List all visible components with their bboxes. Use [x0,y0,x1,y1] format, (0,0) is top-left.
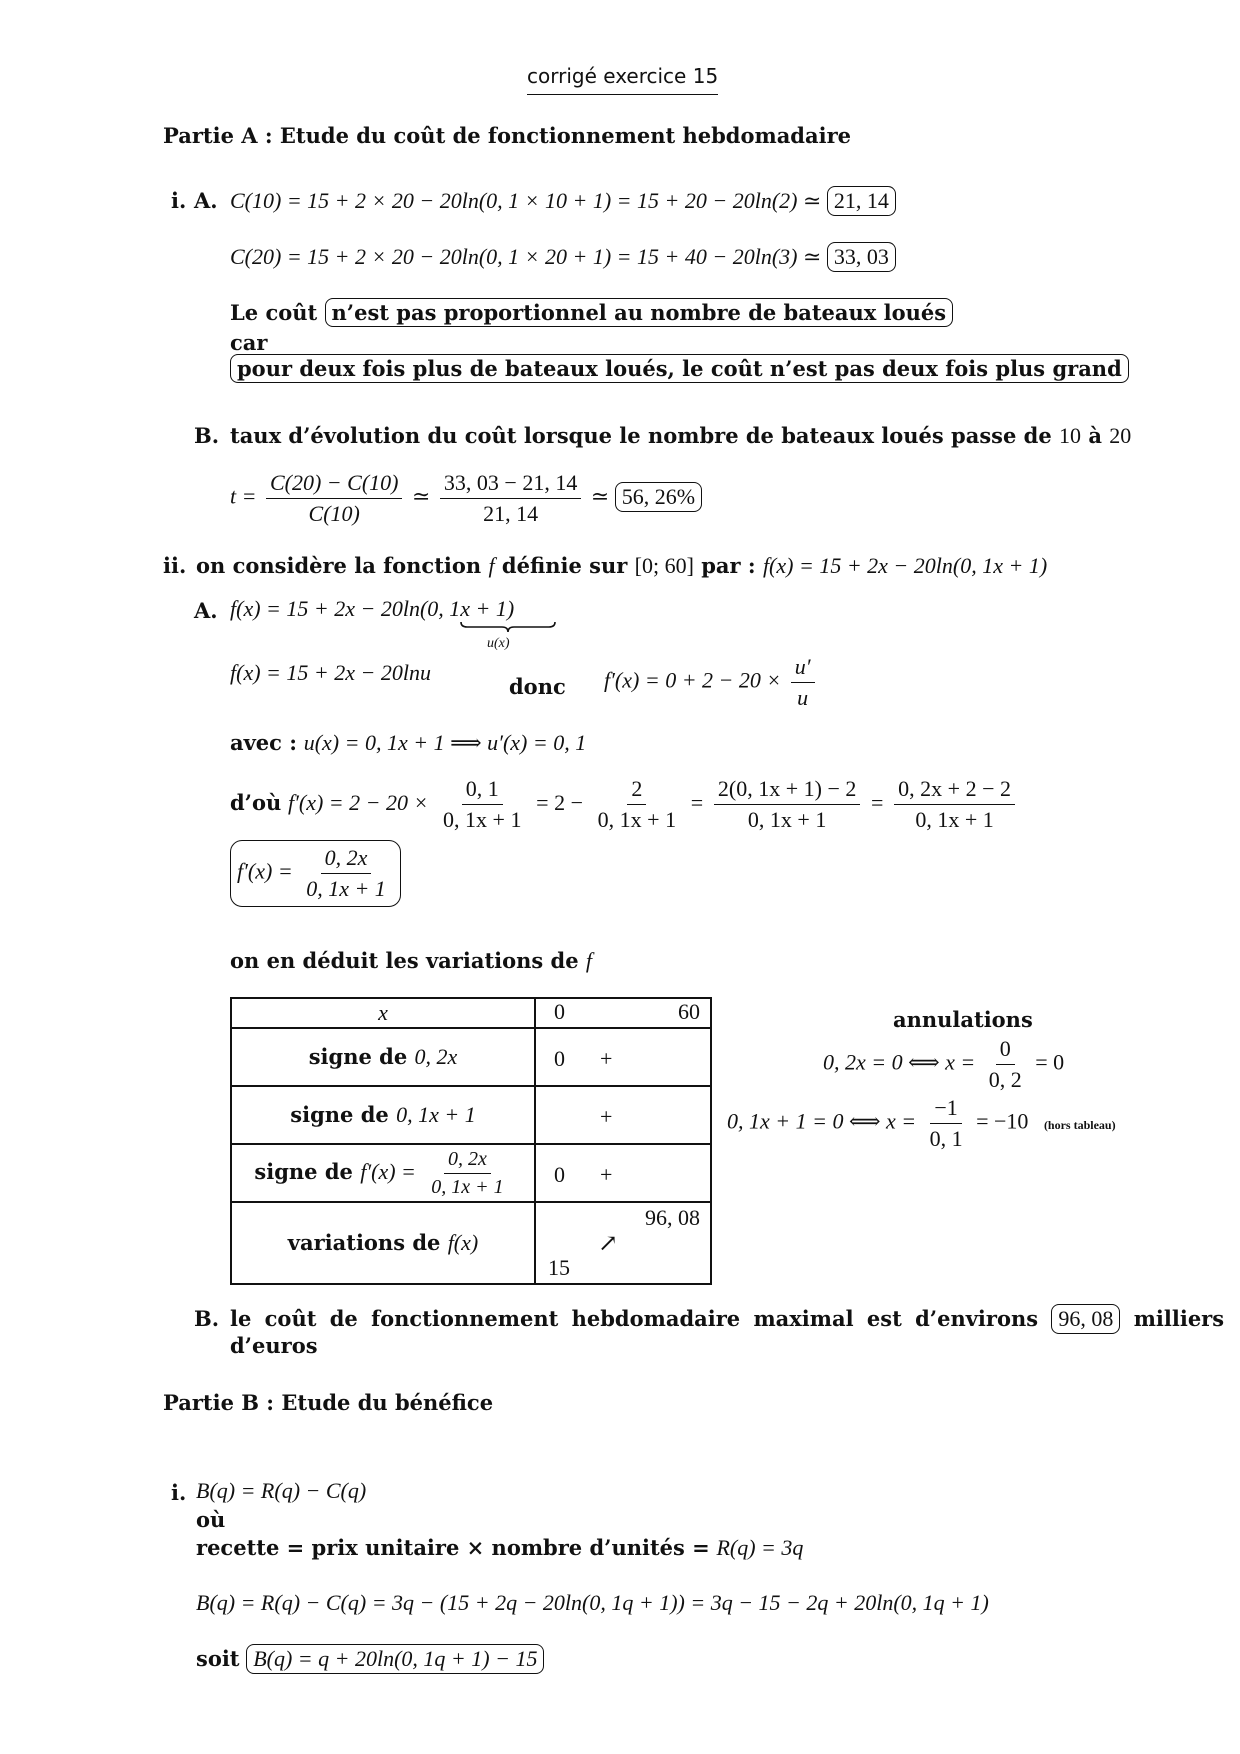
table-row1-label: signe de [308,1044,408,1069]
item-b-label: B. [194,423,220,448]
annulation-eq-2 [727,1095,1116,1152]
recette-line [196,1535,803,1561]
t-approx-2: ≃ [590,483,610,509]
underbrace-label: u(x) [487,636,510,651]
taux-text: taux d’évolution du coût lorsque le nombre de bateaux loués passe de [230,423,1052,448]
partb-i-label: i. [171,1480,187,1505]
dou-f1-den: 0, 1x + 1 [443,807,522,832]
avec-label: avec : [230,730,298,755]
ou-text: où [196,1507,226,1532]
car-text: car [230,330,268,355]
annul-eq2-den: 0, 1 [929,1126,963,1151]
cout-conclusion-box: n’est pas proportionnel au nombre de bateaux loués [325,298,954,327]
dou-fraction-4 [894,776,1015,833]
fprime-result-den: 0, 1x + 1 [306,876,386,901]
taux-from: 10 [1059,423,1081,448]
table-row3-zero: 0 [554,1162,565,1187]
ii-text-2: définie sur [501,553,628,578]
t-lhs: t = [230,483,257,509]
annul-eq1-lhs: 0, 2x = 0 ⟺ x = [823,1049,976,1075]
table-row1-values [535,1028,711,1086]
table-row4-values [535,1202,711,1284]
c20-expression: C(20) = 15 + 2 × 20 − 20ln(0, 1 × 20 + 1) = 15 + 40 − 20ln(3) ≃ [230,244,822,269]
dou-f3-den: 0, 1x + 1 [747,807,827,832]
table-row3-label-cell [231,1144,535,1202]
table-x60: 60 [678,999,700,1024]
fprime-uv-den: u [797,685,809,710]
donc-text: donc [509,674,566,699]
cout-conclusion-line [230,298,953,327]
dou-f1-num: 0, 1 [462,776,503,805]
t-fraction-2 [440,470,581,527]
ii-text-1: on considère la fonction [196,553,482,578]
fprime-uv-num: u′ [791,654,815,683]
fprime-uv-fraction [791,654,815,711]
dou-label: d’où [230,790,282,815]
dou-f4-den: 0, 1x + 1 [915,807,994,832]
c20-result-box: 33, 03 [827,242,896,272]
dou-f2-den: 0, 1x + 1 [597,807,677,832]
annul-eq2-lhs: 0, 1x + 1 = 0 ⟺ x = [727,1108,917,1134]
table-row-sign-01x [231,1086,711,1144]
ii-a-expression [230,596,514,622]
ii-b-text: le coût de fonctionnement hebdomadaire maximal est d’environs [230,1306,1039,1331]
item-ii-label: ii. [163,553,187,578]
fu-line [230,660,431,686]
section-heading-partie-b: Partie B : Etude du bénéfice [163,1390,494,1415]
table-row2-label: signe de [290,1102,389,1127]
reason-line [230,354,1129,383]
table-row-sign-02x [231,1028,711,1086]
ii-text-3: par : [701,553,756,578]
bq-result-line [196,1644,544,1674]
t-frac1-num: C(20) − C(10) [266,470,403,499]
table-row1-sign: + [600,1046,613,1071]
table-x-label: x [231,998,535,1028]
taux-to: 20 [1109,423,1132,448]
t-result-box: 56, 26% [615,482,702,512]
dou-eq-2: = [690,790,704,815]
cout-lead-text: Le coût [230,300,318,325]
variation-table [230,997,712,1285]
fprime-result-box [230,840,401,907]
recette-text: recette = prix unitaire × nombre d’unités = [196,1535,710,1560]
fprime-result-num: 0, 2x [321,845,372,874]
avec-line [230,730,586,756]
ii-definition: f(x) = 15 + 2x − 20ln(0, 1x + 1) [762,553,1048,578]
variations-intro [230,948,592,974]
ii-statement [196,553,1047,579]
reason-box: pour deux fois plus de bateaux loués, le coût n’est pas deux fois plus grand [230,354,1129,383]
item-a-label: A. [194,188,218,213]
annul-eq1-den: 0, 2 [988,1067,1022,1092]
table-row3-label: signe de [254,1158,353,1184]
table-row3-num: 0, 2x [444,1148,491,1174]
avec-expression: u(x) = 0, 1x + 1 ⟹ u′(x) = 0, 1 [303,730,587,755]
table-row-variations [231,1202,711,1284]
underbrace-icon [459,620,557,634]
annulation-eq-1 [823,1036,1064,1093]
recette-expression: R(q) = 3q [716,1535,804,1560]
bq-calculation: B(q) = R(q) − C(q) = 3q − (15 + 2q − 20ln(0, 1q + 1)) = 3q − 15 − 2q + 20ln(0, 1q + 1) [196,1590,989,1615]
fprime-result-fraction [302,845,390,902]
section-heading-partie-a: Partie A : Etude du coût de fonctionnement hebdomadaire [163,123,851,148]
annul-eq2-rhs: = −10 [976,1108,1029,1134]
taux-formula [230,470,702,527]
t-frac2-den: 21, 14 [483,501,539,526]
dou-f3-num: 2(0, 1x + 1) − 2 [714,776,860,805]
t-approx-1: ≃ [411,483,431,509]
table-row3-fraction [427,1148,507,1199]
fprime-result-lhs: f′(x) = [237,858,293,884]
annul-eq2-num: −1 [930,1095,961,1124]
table-row2-label-cell [231,1086,535,1144]
c10-line [230,186,896,216]
fprime-uv-lhs: f′(x) = 0 + 2 − 20 × [604,667,782,693]
table-row3-values [535,1144,711,1202]
annul-eq2-fraction [926,1095,967,1152]
dou-f4-num: 0, 2x + 2 − 2 [894,776,1015,805]
ii-a-label: A. [194,598,218,623]
soit-text: soit [196,1646,240,1671]
dou-fraction-2 [594,776,680,833]
ii-a-brace-content: 0, 1x + 1 [427,596,507,621]
ii-b-result-box: 96, 08 [1051,1304,1120,1334]
dou-fraction-3 [714,776,860,833]
dou-eq-3: = [871,790,884,815]
item-i-label: i. [171,188,187,213]
annul-eq2-note: (hors tableau) [1043,1117,1116,1132]
table-row3-sign: + [600,1162,613,1187]
dou-fraction-1 [439,776,525,833]
taux-line [230,423,1131,449]
table-row4-top: 96, 08 [645,1205,700,1230]
table-x0: 0 [554,999,565,1024]
t-frac1-den: C(10) [308,501,360,526]
annul-eq1-fraction [985,1036,1026,1093]
table-row2-expr: 0, 1x + 1 [396,1102,476,1127]
variations-f: f [585,948,593,973]
variations-text: on en déduit les variations de [230,948,579,973]
table-row-x [231,998,711,1028]
table-row-sign-fprime [231,1144,711,1202]
table-row4-label: variations de [287,1230,441,1255]
ii-b-label: B. [194,1306,220,1331]
ii-b-line [230,1304,1224,1334]
c10-expression: C(10) = 15 + 2 × 20 − 20ln(0, 1 × 10 + 1) = 15 + 20 − 20ln(2) ≃ [230,188,822,213]
ii-a-expr-start: f(x) = 15 + 2x − 20ln( [230,596,428,621]
increasing-arrow-icon: ↗ [598,1231,619,1257]
annulations-heading: annulations [893,1007,1033,1032]
ii-interval: [0; 60] [634,553,694,578]
bq-definition: B(q) = R(q) − C(q) [196,1478,367,1503]
t-frac2-num: 33, 03 − 21, 14 [440,470,581,499]
annul-eq1-rhs: = 0 [1035,1049,1065,1075]
table-row3-expr: f′(x) = [360,1158,416,1184]
dou-line [230,776,1019,833]
ii-f: f [488,553,495,578]
table-row2-sign: + [600,1104,613,1129]
t-fraction-1 [266,470,403,527]
fu-expression: f(x) = 15 + 2x − 20lnu [230,660,431,685]
table-row3-den: 0, 1x + 1 [431,1175,504,1198]
annul-eq1-num: 0 [996,1036,1015,1065]
taux-a: à [1088,423,1102,448]
table-row2-values [535,1086,711,1144]
bq-result-box: B(q) = q + 20ln(0, 1q + 1) − 15 [246,1644,544,1674]
c20-line [230,242,896,272]
dou-lhs: f′(x) = 2 − 20 × [287,790,429,815]
c10-result-box: 21, 14 [827,186,896,216]
table-row1-label-cell [231,1028,535,1086]
table-x-values [535,998,711,1028]
table-row1-zero: 0 [554,1046,565,1071]
table-row4-bottom: 15 [548,1255,570,1280]
table-row4-expr: f(x) [447,1230,479,1255]
table-row1-expr: 0, 2x [414,1044,458,1069]
dou-f2-num: 2 [627,776,646,805]
ii-b-unit-2: d’euros [230,1333,318,1358]
fprime-uv-line [604,654,819,711]
table-row4-label-cell [231,1202,535,1284]
page-title: corrigé exercice 15 [527,64,718,95]
ii-a-expr-end: ) [506,596,515,621]
ii-b-unit: milliers [1133,1306,1225,1331]
dou-eq-1: = 2 − [536,790,583,815]
